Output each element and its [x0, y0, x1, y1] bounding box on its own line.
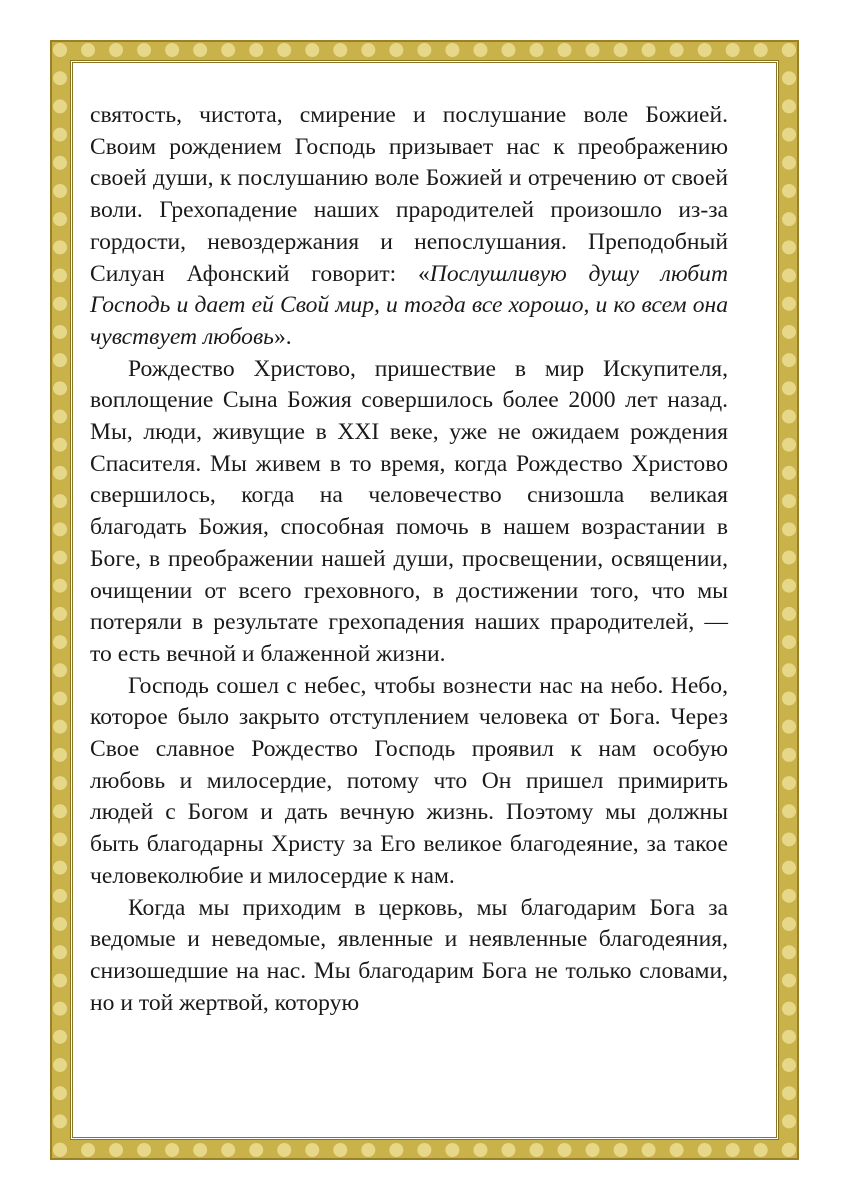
silouan-quote: Послушливую душу любит Господь и дает ей Свой мир, и тогда все хорошо, и ко всем она чувствует любовь: [90, 260, 728, 350]
page-text: [90, 100, 728, 1019]
paragraph-1-text: святость, чистота, смирение и послушание воле Божией. Своим рождением Господь призывает нас к преображению своей души, к послушанию воле Божией и отречению от своей воли. Грехопадение наших прародителей произошло из-за гордости, невоздержания и непослушания. Преподобный Силуан Афонский говорит: «: [90, 102, 728, 287]
paragraph-2: Рождество Христово, пришествие в мир Искупителя, воплощение Сына Божия совершилось более 2000 лет назад. Мы, люди, живущие в XXI веке, уже не ожидаем рождения Спасителя. Мы живем в то время, когда Рождество Христово свершилось, когда на человечество снизошла великая благодать Божия, способная помочь в нашем возрастании в Боге, в преображении нашей души, просвещении, освящении, очищении от всего греховного, в достижении того, что мы потеряли в результате грехопадения наших прародителей, — то есть вечной и блаженной жизни.: [90, 355, 728, 667]
paragraph-1: [90, 100, 728, 354]
paragraph-4: Когда мы приходим в церковь, мы благодарим Бога за ведомые и неведомые, явленные и неявленные благодеяния, снизошедшие на нас. Мы благодарим Бога не только словами, но и той жертвой, которую: [90, 894, 728, 1016]
paragraph-1-end: ».: [273, 323, 292, 350]
paragraph-3: Господь сошел с небес, чтобы вознести нас на небо. Небо, которое было закрыто отступлением человека от Бога. Через Свое славное Рождество Господь проявил к нам особую любовь и милосердие, потому что Он пришел примирить людей с Богом и дать вечную жизнь. Поэтому мы должны быть благодарны Христу за Его великое благодеяние, за такое человеколюбие и милосердие к нам.: [90, 672, 728, 889]
